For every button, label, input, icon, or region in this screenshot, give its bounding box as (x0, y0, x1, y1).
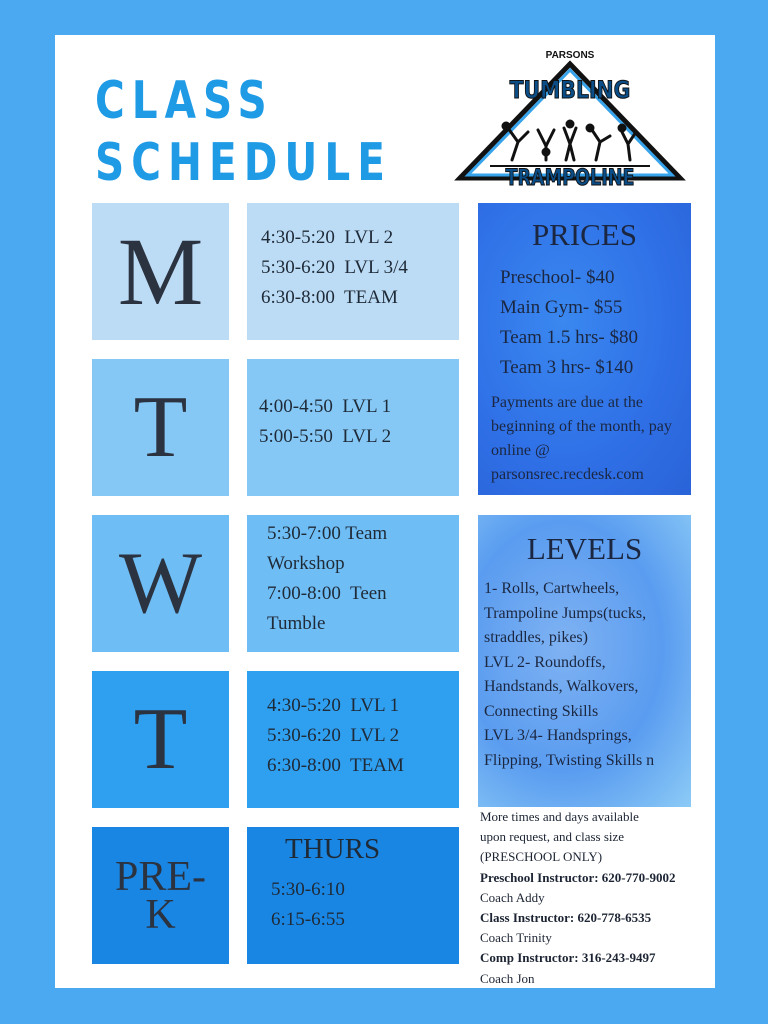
contact-name: Coach Addy (480, 889, 545, 905)
schedule-line: 5:30-6:20 LVL 3/4 (261, 257, 408, 278)
schedule-wednesday (247, 515, 459, 652)
price-item: Preschool- $40 (500, 267, 615, 288)
info-note-line: upon request, and class size (480, 829, 625, 845)
schedule-line: Workshop (267, 553, 345, 574)
levels-heading: LEVELS (526, 531, 643, 566)
schedule-line: 4:30-5:20 LVL 2 (261, 227, 394, 248)
contact-label: Preschool Instructor: 620-770-9002 (480, 869, 676, 885)
day-letter: M (117, 218, 204, 325)
prices-panel (478, 203, 691, 495)
schedule-line: 4:30-5:20 LVL 1 (267, 695, 400, 716)
level-line: LVL 3/4- Handsprings, (484, 727, 632, 744)
day-monday (92, 203, 229, 340)
schedule-line: 5:30-6:10 (271, 879, 345, 900)
schedule-line: 7:00-8:00 Teen (267, 583, 387, 604)
prices-heading: PRICES (531, 217, 638, 252)
flyer-sheet (55, 35, 715, 988)
level-line: Flipping, Twisting Skills n (484, 751, 655, 769)
day-wednesday (92, 515, 229, 652)
day-tuesday (92, 359, 229, 496)
schedule-line: Tumble (267, 613, 326, 634)
day-prek (92, 827, 229, 964)
title-line-2: SCHEDULE (95, 133, 392, 193)
price-item: Team 3 hrs- $140 (500, 357, 634, 378)
schedule-tuesday (247, 359, 459, 496)
day-letter: T (133, 379, 188, 476)
title-line-1: CLASS (95, 71, 274, 131)
schedule-line: 6:30-8:00 TEAM (267, 755, 404, 776)
levels-panel (478, 515, 691, 807)
schedule-prek (247, 827, 459, 964)
day-thursday (92, 671, 229, 808)
levels-text (478, 577, 691, 773)
logo-word-trampoline: TRAMPOLINE (505, 166, 635, 191)
price-item: Team 1.5 hrs- $80 (500, 327, 638, 348)
contact-name: Coach Trinity (480, 930, 552, 946)
day-letter: W (118, 535, 203, 632)
contact-name: Coach Jon (480, 970, 535, 986)
level-line: straddles, pikes) (484, 629, 588, 646)
schedule-line: 6:30-8:00 TEAM (261, 287, 398, 308)
schedule-line: 4:00-4:50 LVL 1 (259, 396, 392, 417)
tumbling-trampoline-logo (450, 48, 690, 191)
contact-label: Class Instructor: 620-778-6535 (480, 910, 652, 926)
level-line: Handstands, Walkovers, (484, 678, 639, 695)
level-line: 1- Rolls, Cartwheels, (484, 580, 620, 597)
schedule-line: 5:30-6:20 LVL 2 (267, 725, 400, 746)
schedule-monday (247, 203, 459, 340)
info-note-line: More times and days available (480, 809, 639, 824)
day-letter-line: K (145, 891, 176, 938)
logo-parsons: PARSONS (545, 50, 595, 61)
schedule-line: 6:15-6:55 (271, 909, 345, 930)
schedule-heading: THURS (285, 833, 381, 865)
level-line: Connecting Skills (484, 702, 599, 720)
schedule-line: 5:00-5:50 LVL 2 (259, 426, 392, 447)
contact-label: Comp Instructor: 316-243-9497 (480, 950, 656, 966)
level-line: Trampoline Jumps(tucks, (484, 604, 647, 622)
logo-word-tumbling: TUMBLING (509, 76, 631, 104)
level-line: LVL 2- Roundoffs, (484, 653, 606, 671)
schedule-thursday (247, 671, 459, 808)
day-letter: T (133, 691, 188, 788)
info-note-line: (PRESCHOOL ONLY) (480, 849, 603, 865)
schedule-line: 5:30-7:00 Team (267, 523, 388, 544)
contact-info (480, 807, 710, 989)
day-letter-line: PRE- (114, 853, 206, 900)
payment-note: Payments are due at the beginning of the month, pay online @ parsonsrec.recdesk.com (491, 394, 672, 483)
price-item: Main Gym- $55 (500, 297, 623, 318)
